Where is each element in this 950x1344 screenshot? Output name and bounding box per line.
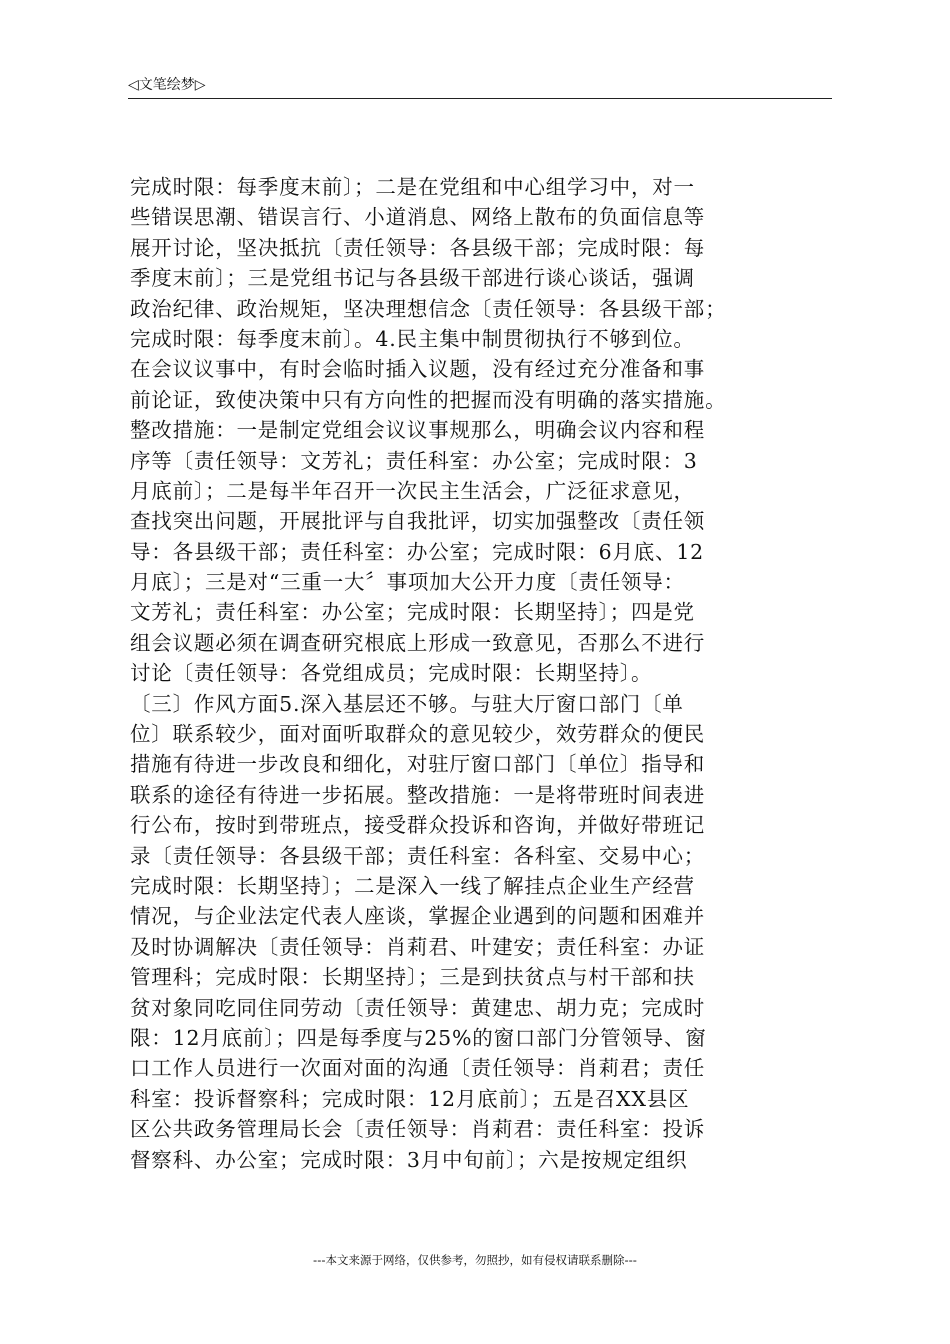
text-line: 贫对象同吃同住同劳动〔责任领导：黄建忠、胡力克；完成时 — [130, 995, 706, 1020]
text-line: 录〔责任领导：各县级干部；责任科室：各科室、交易中心； — [130, 843, 706, 868]
text-line: 完成时限：每季度末前〕。4.民主集中制贯彻执行不够到位。 — [130, 326, 695, 351]
text-line: 政治纪律、政治规矩，坚决理想信念〔责任领导：各县级干部； — [130, 296, 727, 321]
text-line: 限：12月底前〕；四是每季度与25%的窗口部门分管领导、窗 — [130, 1025, 707, 1050]
text-line: 展开讨论，坚决抵抗〔责任领导：各县级干部；完成时限：每 — [130, 235, 706, 260]
text-line: 完成时限：长期坚持〕；二是深入一线了解挂点企业生产经营 — [130, 873, 695, 898]
text-line: 导：各县级干部；责任科室：办公室；完成时限：6月底、12 — [130, 539, 705, 564]
text-line: 科室：投诉督察科；完成时限：12月底前〕；五是召XX县区 — [130, 1086, 690, 1111]
text-line: 组会议题必须在调查研究根底上形成一致意见，否那么不进行 — [130, 630, 706, 655]
text-line: 位〕联系较少，面对面听取群众的意见较少，效劳群众的便民 — [130, 722, 706, 747]
text-line: 完成时限：每季度末前〕；二是在党组和中心组学习中，对一 — [130, 175, 695, 199]
text-line: 整改措施：一是制定党组会议议事规那么，明确会议内容和程 — [130, 418, 706, 443]
text-line: 口工作人员进行一次面对面的沟通〔责任领导：肖莉君；责任 — [130, 1056, 706, 1081]
header-title: ◁文笔绘梦▷ — [128, 77, 206, 93]
page-footer: ---本文来源于网络，仅供参考，勿照抄，如有侵权请联系删除--- — [313, 1253, 637, 1267]
text-line: 月底〕；三是对“三重一大〞事项加大公开力度〔责任领导： — [130, 570, 685, 595]
text-line: 联系的途径有待进一步拓展。整改措施：一是将带班时间表进 — [130, 782, 706, 807]
text-line: 措施有待进一步改良和细化，对驻厅窗口部门〔单位〕指导和 — [130, 752, 706, 777]
text-line: 序等〔责任领导：文芳礼；责任科室：办公室；完成时限：3 — [130, 448, 698, 473]
text-line: 督察科、办公室；完成时限：3月中旬前〕；六是按规定组织 — [130, 1147, 688, 1172]
document-body — [130, 172, 840, 1175]
text-line: 行公布，按时到带班点，接受群众投诉和咨询，并做好带班记 — [130, 813, 706, 838]
text-line: 文芳礼；责任科室：办公室；完成时限：长期坚持〕；四是党 — [130, 600, 695, 625]
text-line: 〔三〕作风方面5.深入基层还不够。与驻大厅窗口部门〔单 — [130, 691, 684, 716]
text-line: 查找突出问题，开展批评与自我批评，切实加强整改〔责任领 — [130, 509, 706, 534]
text-line: 前论证，致使决策中只有方向性的把握而没有明确的落实措施。 — [130, 387, 727, 412]
text-line: 在会议议事中，有时会临时插入议题，没有经过充分准备和事 — [130, 357, 706, 382]
text-line: 讨论〔责任领导：各党组成员；完成时限：长期坚持〕。 — [130, 661, 653, 686]
text-line: 情况，与企业法定代表人座谈，掌握企业遇到的问题和困难并 — [130, 904, 706, 929]
text-line: 管理科；完成时限：长期坚持〕；三是到扶贫点与村干部和扶 — [130, 965, 695, 990]
text-line: 季度末前〕；三是党组书记与各县级干部进行谈心谈话，强调 — [130, 266, 695, 291]
text-line: 月底前〕；二是每半年召开一次民主生活会，广泛征求意见， — [130, 478, 695, 503]
text-line: 及时协调解决〔责任领导：肖莉君、叶建安；责任科室：办证 — [130, 934, 706, 959]
text-line: 些错误思潮、错误言行、小道消息、网络上散布的负面信息等 — [130, 205, 706, 230]
text-line: 区公共政务管理局长会〔责任领导：肖莉君：责任科室：投诉 — [130, 1117, 706, 1142]
page-header — [128, 74, 832, 99]
